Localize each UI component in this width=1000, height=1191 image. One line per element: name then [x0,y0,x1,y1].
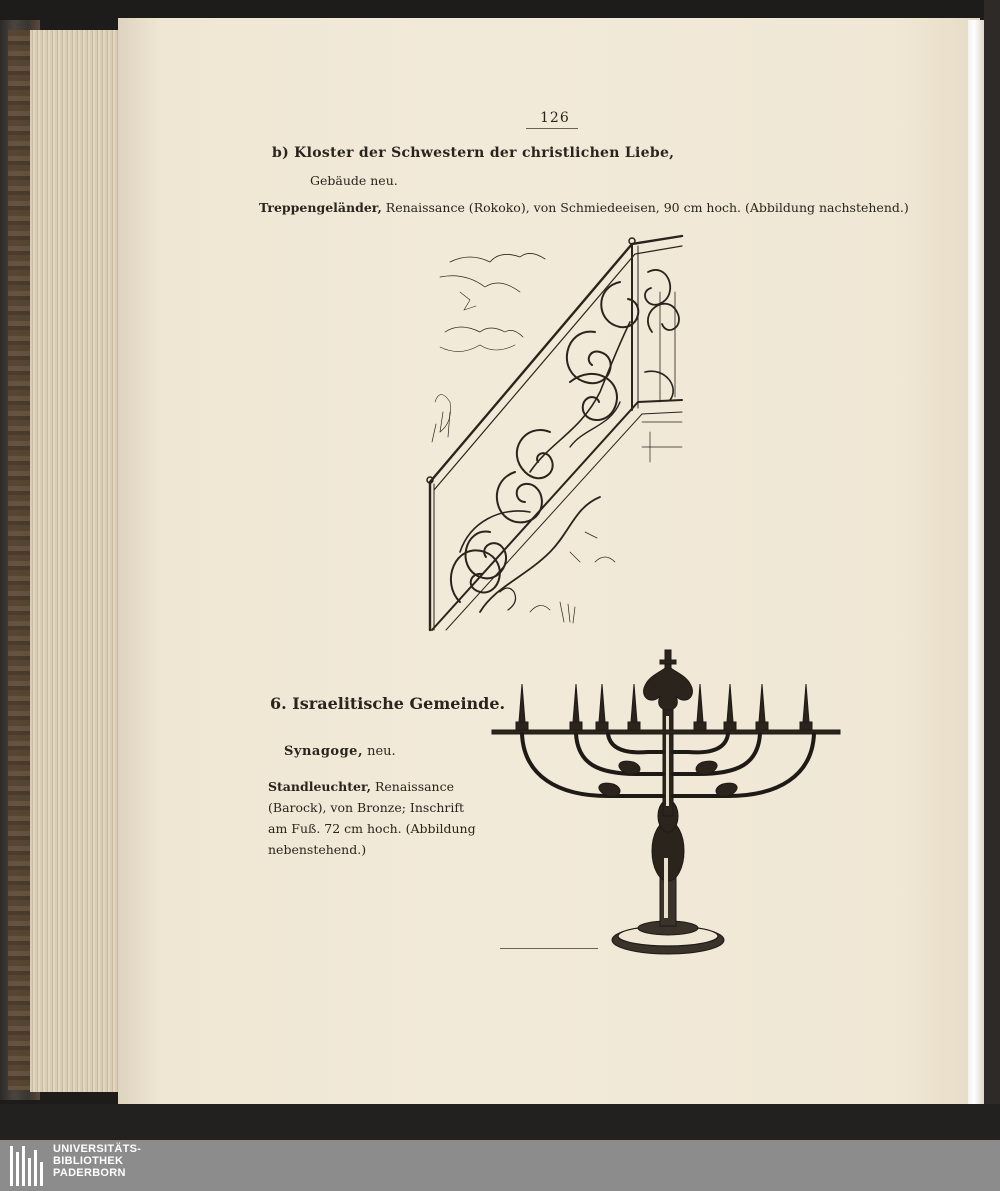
treppe-label: Treppengeländer, [259,200,382,215]
treppe-text: Renaissance (Rokoko), von Schmiedeeisen, 90 cm hoch. (Abbildung nachstehend.) [385,200,909,215]
standleuchter-label: Standleuchter, [268,779,371,794]
library-logo-text [53,1143,141,1179]
synagoge-entry [284,744,396,759]
candelabrum-illustration [488,646,844,960]
page-number: 126 [540,110,570,126]
standleuchter-text: Renaissance (Barock), von Bronze; Inschrift am Fuß. 72 cm hoch. (Abbildung nebenstehend.) [268,779,476,857]
page-number-rule [526,128,578,129]
standleuchter-entry [268,776,478,860]
right-background [984,0,1000,1140]
logo-line-1: UNIVERSITÄTS- [53,1143,142,1155]
library-logo-icon [8,1144,48,1188]
section-6-heading: 6. Israelitische Gemeinde. [270,694,506,713]
gebaeude-line: Gebäude neu. [310,173,398,188]
logo-line-2: BIBLIOTHEK [53,1155,124,1167]
treppe-entry [259,200,909,215]
section-b-heading: b) Kloster der Schwestern der christlichen Liebe, [272,145,675,161]
cover-marbling [8,30,30,1090]
synagoge-label: Synagoge, [284,744,363,759]
end-rule [500,948,598,949]
page-edge [968,20,984,1110]
bottom-background [0,1104,1000,1140]
logo-line-3: PADERBORN [53,1167,126,1179]
synagoge-text: neu. [367,744,396,759]
page-stack [30,30,125,1092]
footer-bar [0,1140,1000,1191]
staircase-railing-illustration [420,232,688,632]
